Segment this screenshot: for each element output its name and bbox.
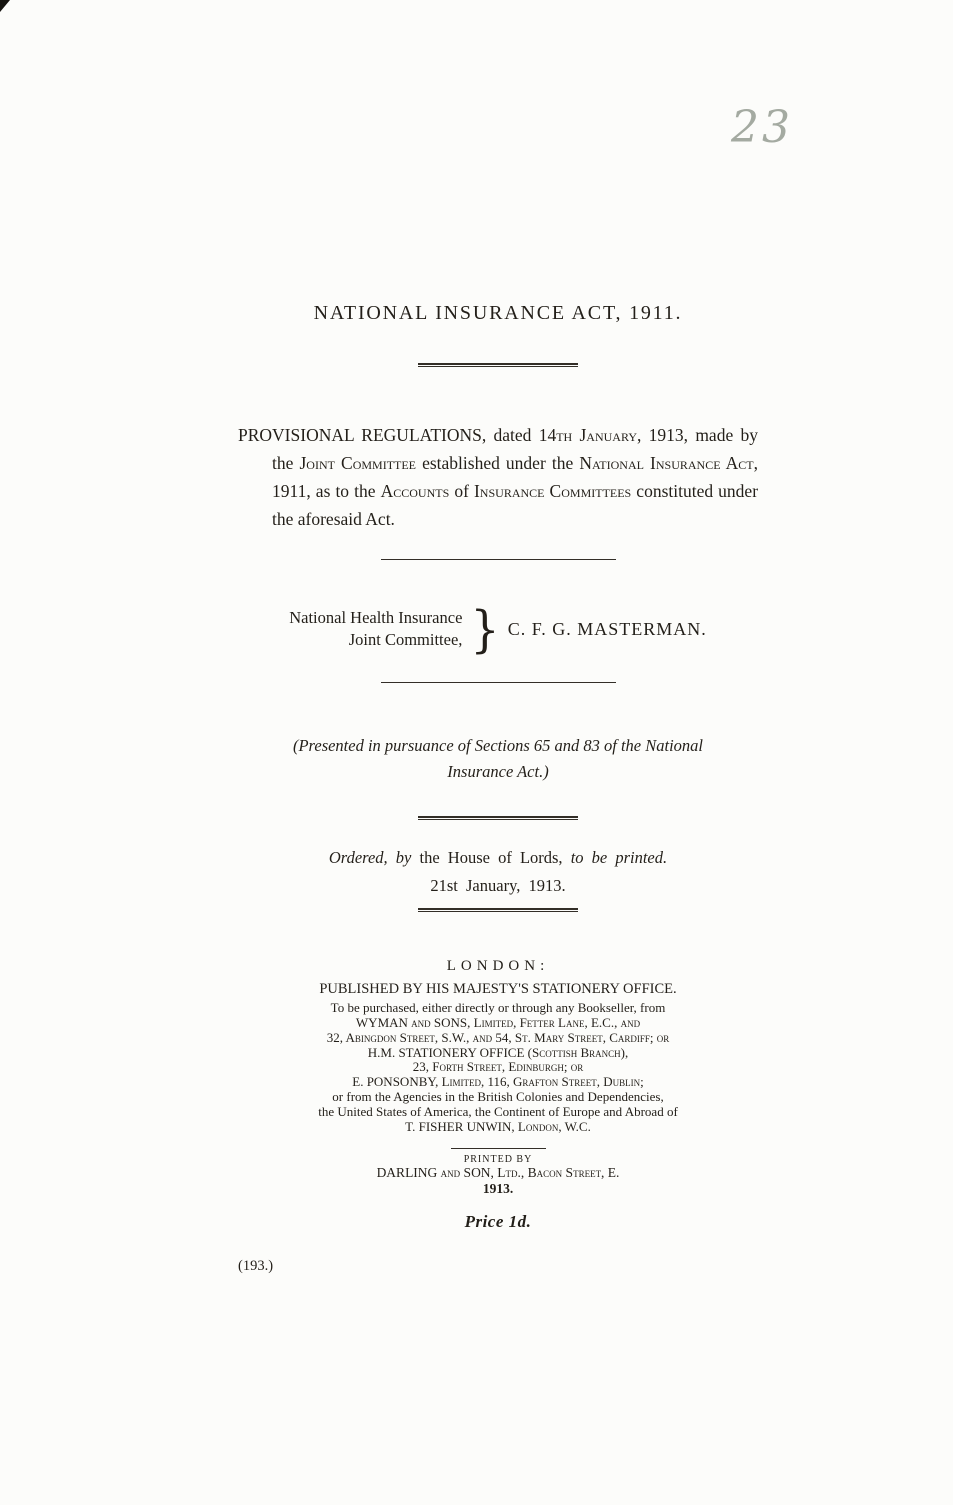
imprint-city: LONDON: (446, 958, 550, 975)
ordered-note (238, 844, 758, 900)
divider-double (418, 908, 578, 912)
scan-corner-artifact (0, 0, 10, 12)
text-segment: the House of Lords, (411, 848, 571, 868)
regulations-lead: PROVISIONAL REGULATIONS, (238, 425, 487, 445)
page-number-stamp: 23 (731, 102, 793, 153)
divider (381, 682, 616, 683)
page-title: NATIONAL INSURANCE ACT, 1911. (313, 302, 683, 324)
text-segment-italic: to be printed. (570, 848, 668, 868)
content-column (238, 0, 758, 1275)
text-segment-smallcaps: Insurance Committees (473, 481, 632, 501)
printer-name: DARLING and SON, Ltd., Bacon Street, E. (376, 1164, 620, 1180)
presented-note (238, 733, 758, 784)
imprint-line: or from the Agencies in the British Colonies and Dependencies, (332, 1089, 664, 1105)
regulations-paragraph (238, 421, 758, 533)
divider-double (418, 816, 578, 820)
text-segment: dated (486, 425, 539, 445)
text-segment-smallcaps: Joint Committee (299, 453, 417, 473)
imprint-line: E. PONSONBY, Limited, 116, Grafton Street, Dublin; (352, 1074, 644, 1090)
imprint-line: WYMAN and SONS, Limited, Fetter Lane, E.C., and (355, 1015, 641, 1031)
presented-line2: Insurance Act.) (447, 761, 549, 781)
committee-line2: Joint Committee, (348, 630, 463, 649)
text-segment: constituted under the aforesaid Act. (272, 481, 759, 529)
text-segment: of (449, 481, 474, 501)
printed-by-label: PRINTED BY (463, 1153, 533, 1165)
printer-block (238, 1154, 758, 1197)
printer-year: 1913. (482, 1180, 514, 1196)
signatory-name: C. F. G. MASTERMAN. (507, 618, 707, 639)
committee-name-block (289, 607, 462, 652)
text-segment: made by the (272, 425, 758, 473)
brace-glyph: } (470, 599, 500, 659)
presented-line1: (Presented in pursuance of Sections 65 and 83 of the National (292, 736, 703, 755)
text-segment-smallcaps: 14th January, 1913, (538, 425, 689, 445)
text-segment: 1911, as to the (272, 481, 381, 501)
text-segment: established under the (416, 453, 580, 473)
signature-block (238, 599, 758, 659)
imprint-line: H.M. STATIONERY OFFICE (Scottish Branch), (367, 1044, 629, 1060)
divider-double (418, 363, 578, 367)
divider (381, 559, 616, 560)
imprint-line: To be purchased, either directly or through any Bookseller, from (330, 1000, 666, 1016)
imprint-line: 23, Forth Street, Edinburgh; or (412, 1059, 584, 1075)
footer-reference-number: (193.) (238, 1257, 274, 1274)
committee-line1: National Health Insurance (289, 607, 463, 627)
text-segment-italic: Ordered, by (328, 848, 412, 868)
imprint-line: T. FISHER UNWIN, London, W.C. (405, 1118, 591, 1134)
imprint-line: 32, Abingdon Street, S.W., and 54, St. Mary Street, Cardiff; or (326, 1029, 670, 1045)
price-label: Price 1d. (464, 1211, 532, 1231)
imprint-line: the United States of America, the Continent of Europe and Abroad of (318, 1103, 678, 1119)
ordered-date: 21st January, 1913. (430, 876, 566, 896)
text-segment-smallcaps: National Insurance Act, (579, 453, 759, 473)
text-segment-smallcaps: Accounts (380, 481, 450, 501)
divider-short (451, 1148, 546, 1149)
imprint-publisher: PUBLISHED BY HIS MAJESTY'S STATIONERY OFFICE. (319, 981, 677, 998)
imprint-block (238, 958, 758, 1134)
